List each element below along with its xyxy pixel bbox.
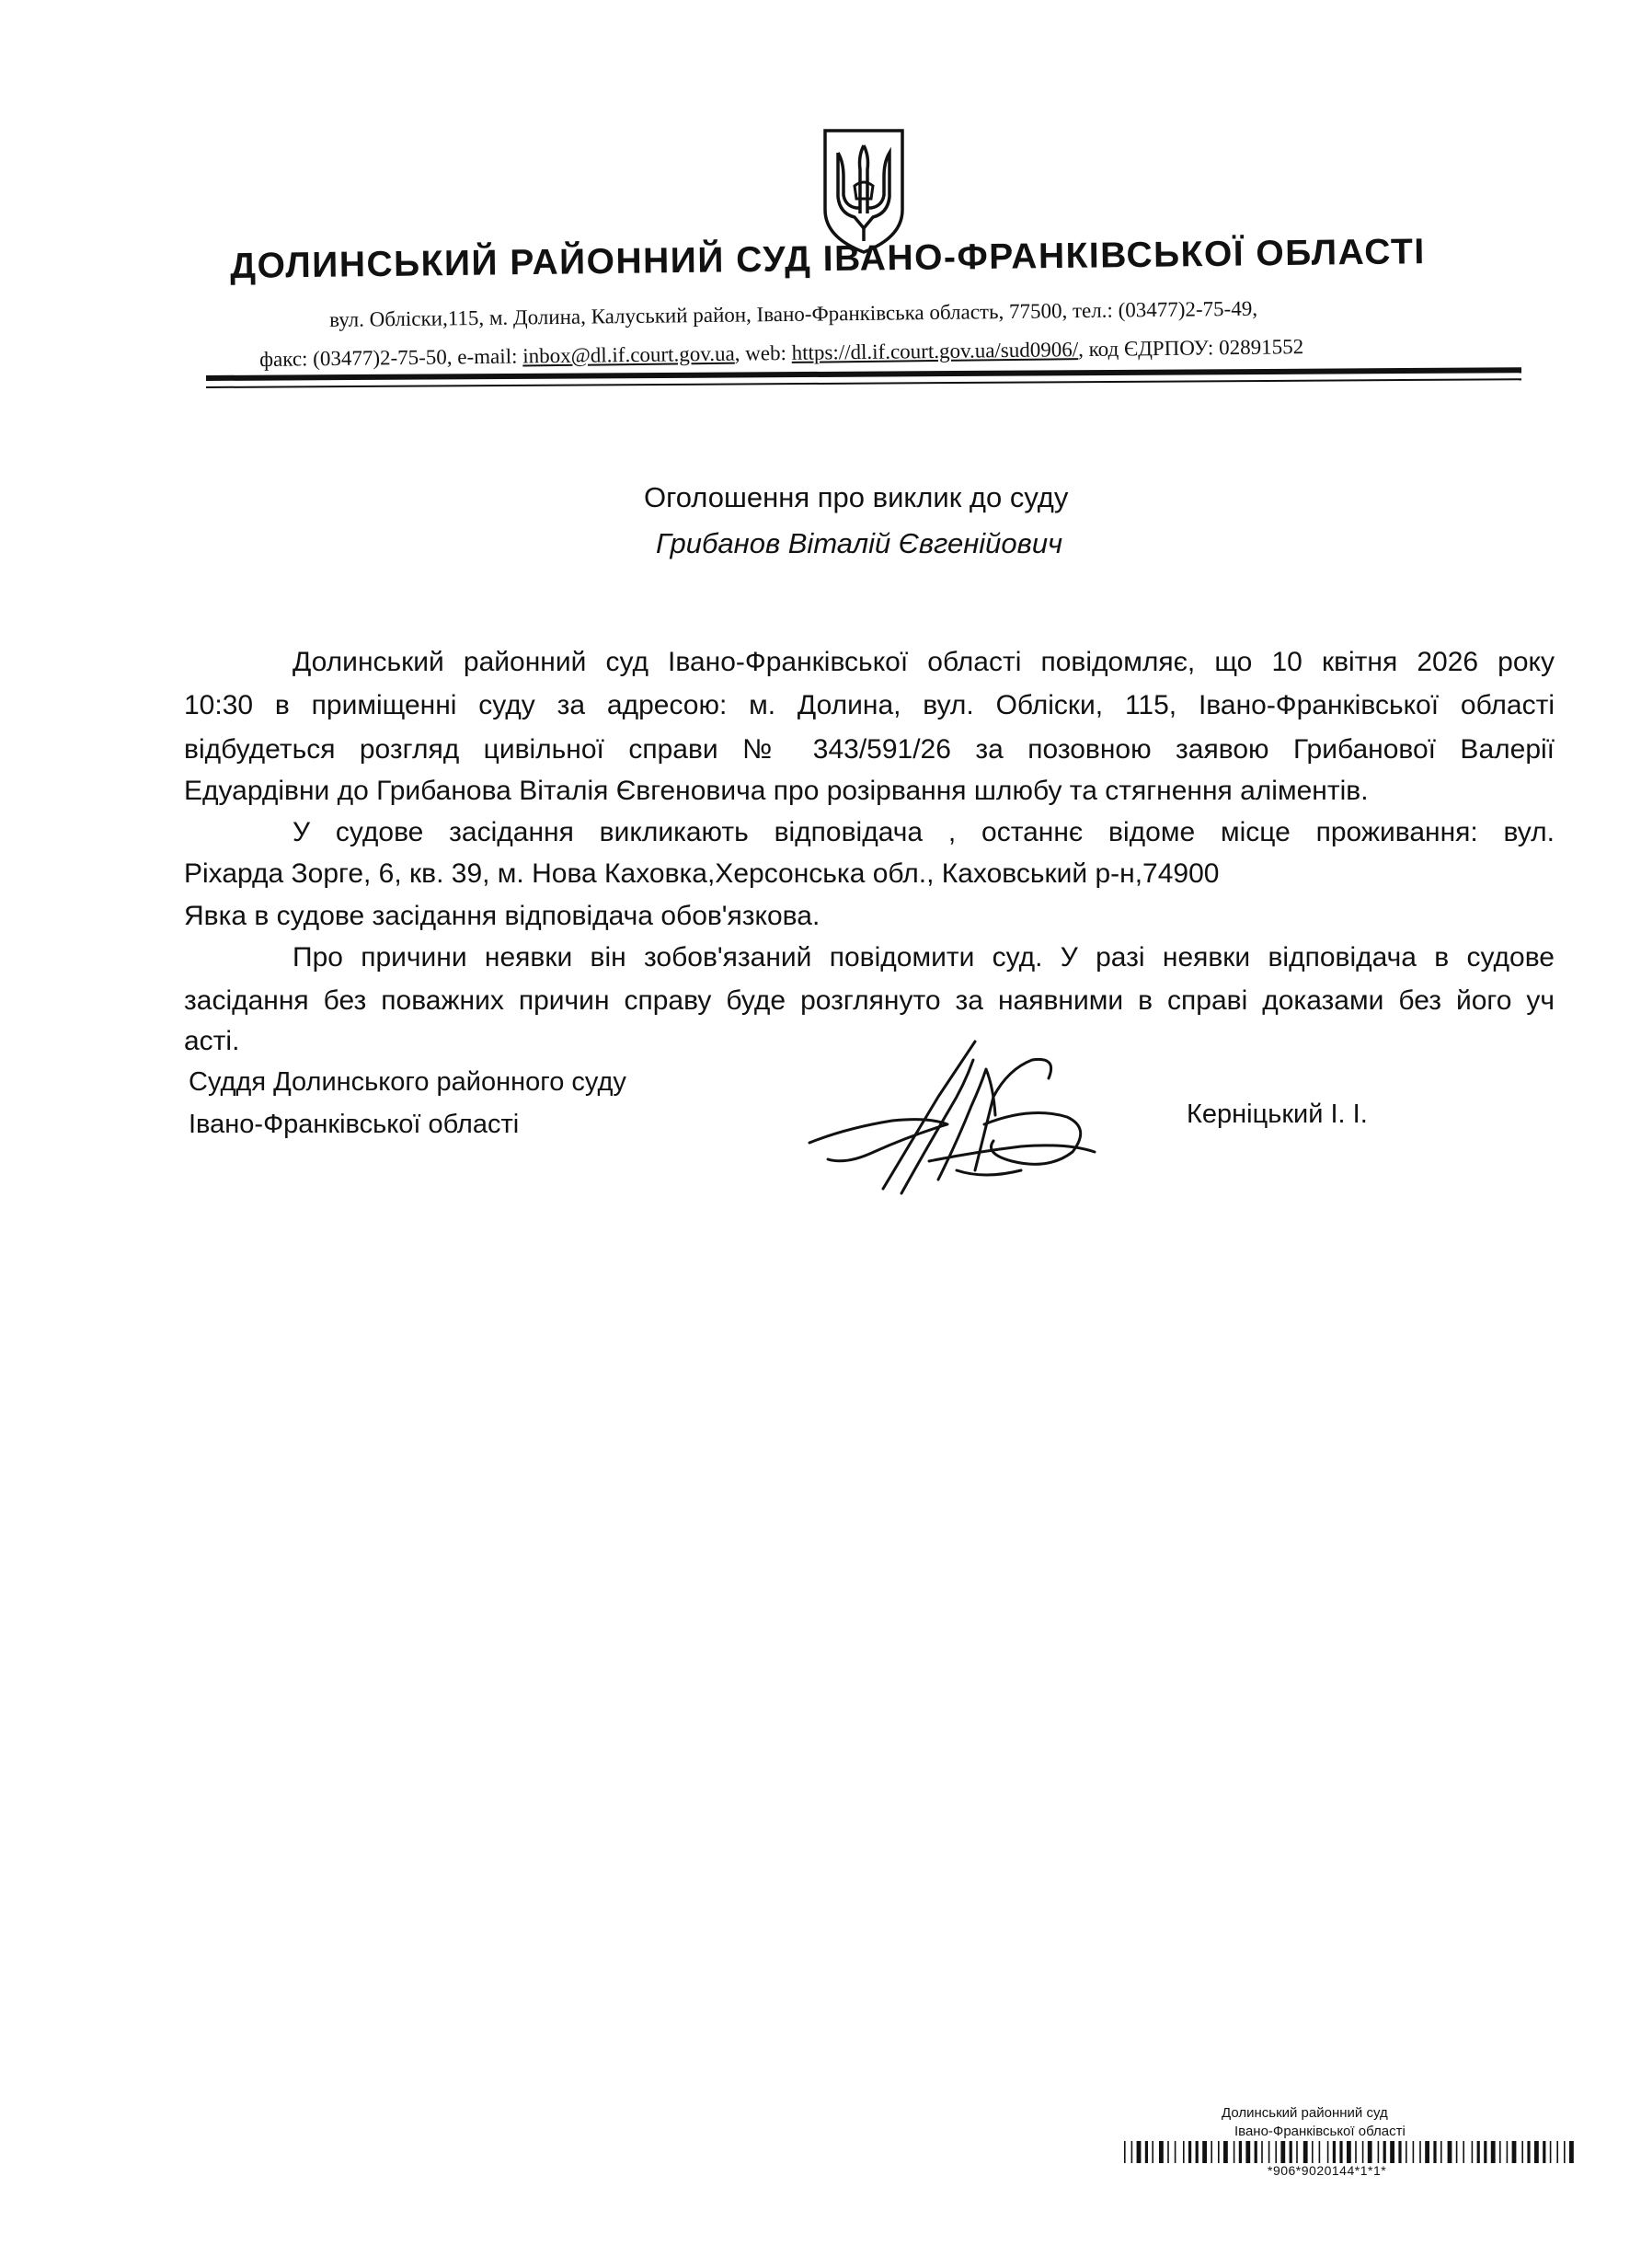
web-label: , web: xyxy=(734,340,792,365)
body-line: засідання без поважних причин справу буде розглянуто за наявними в справі доказами без його уч xyxy=(184,985,1555,1016)
ukraine-trident-icon xyxy=(818,125,910,256)
barcode-icon xyxy=(1124,2141,1577,2163)
defendant-name: Грибанов Віталій Євгенійович xyxy=(656,527,1063,559)
body-line: У судове засідання викликають відповідача , останнє відоме місце проживання: вул. xyxy=(293,817,1555,847)
body-line: Едуардівни до Грибанова Віталія Євгеновича про розірвання шлюбу та стягнення аліментів. xyxy=(184,776,1369,806)
judge-name: Керніцький І. І. xyxy=(1187,1099,1368,1129)
stamp-court-region: Івано-Франківської області xyxy=(1234,2124,1406,2139)
body-line: Про причини неявки він зобов'язаний повідомити суд. У разі неявки відповідача в судове xyxy=(293,942,1555,973)
judge-position: Суддя Долинського районного суду xyxy=(189,1067,626,1097)
body-line: Долинський районний суд Івано-Франківської області повідомляє, що 10 квітня 2026 року xyxy=(293,647,1555,677)
body-line: 10:30 в приміщенні суду за адресою: м. Долина, вул. Обліски, 115, Івано-Франківської області xyxy=(184,690,1555,720)
body-line: асті. xyxy=(184,1026,240,1056)
body-line: відбудеться розгляд цивільної справи № 343/591/26 за позовною заявою Грибанової Валерії xyxy=(184,734,1555,765)
fax-text: факс: (03477)2-75-50, e-mail: xyxy=(259,344,523,371)
body-line: Ріхарда Зорге, 6, кв. 39, м. Нова Каховка,Херсонська обл., Каховський р-н,74900 xyxy=(184,858,1220,889)
court-contacts-line xyxy=(259,335,1303,372)
court-name-heading: ДОЛИНСЬКИЙ РАЙОННИЙ СУД ІВАНО-ФРАНКІВСЬКОЇ ОБЛАСТІ xyxy=(230,232,1426,286)
court-address-line: вул. Обліски,115, м. Долина, Калуський район, Івано-Франківська область, 77500, тел.: (03477)2-75-49, xyxy=(329,296,1258,331)
letterhead-divider-thin xyxy=(206,378,1521,388)
email-link[interactable]: inbox@dl.if.court.gov.ua xyxy=(522,341,735,368)
notice-title: Оголошення про виклик до суду xyxy=(644,481,1069,513)
handwritten-signature xyxy=(791,1032,1104,1216)
website-link[interactable]: https://dl.if.court.gov.ua/sud0906/ xyxy=(791,338,1079,364)
body-line: Явка в судове засідання відповідача обов'язкова. xyxy=(184,901,820,931)
judge-position-region: Івано-Франківської області xyxy=(189,1110,520,1139)
stamp-court-name: Долинський районний суд xyxy=(1222,2105,1388,2121)
edrpou-code: , код ЄДРПОУ: 02891552 xyxy=(1078,335,1304,362)
barcode-number: *906*9020144*1*1* xyxy=(1268,2163,1387,2178)
